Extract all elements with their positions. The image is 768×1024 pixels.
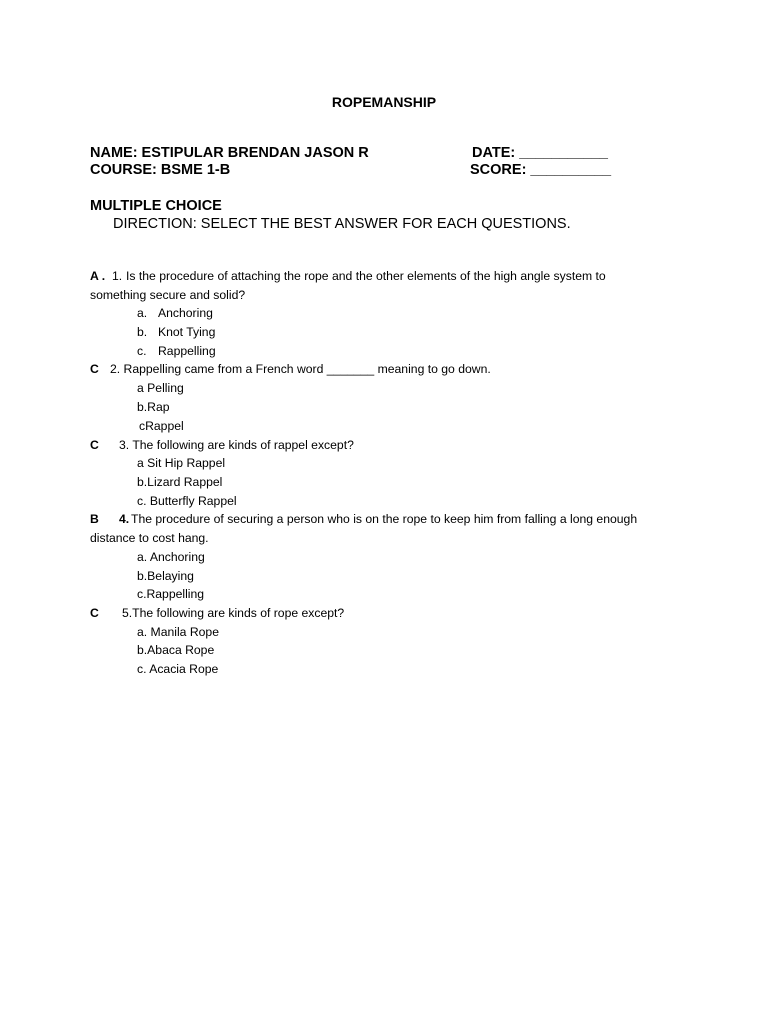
option-text: a. Manila Rope xyxy=(137,625,219,639)
question-text: 5.The following are kinds of rope except? xyxy=(122,606,345,620)
option-text: c. Butterfly Rappel xyxy=(137,494,237,508)
option-text: Anchoring xyxy=(158,306,213,320)
question-text-continued: something secure and solid? xyxy=(90,288,246,302)
option-text: a. Anchoring xyxy=(137,550,205,564)
page-title: ROPEMANSHIP xyxy=(331,94,437,110)
question-text: 3. The following are kinds of rappel except? xyxy=(119,438,354,452)
question-text: The procedure of securing a person who is on the rope to keep him from falling a long enough xyxy=(131,512,638,526)
question-number: 4. xyxy=(119,512,130,526)
date-field: DATE: ___________ xyxy=(472,145,608,161)
option-text: Knot Tying xyxy=(158,325,216,339)
option-text: b.Belaying xyxy=(137,569,194,583)
option-letter: c. xyxy=(137,344,147,358)
option-text: b.Abaca Rope xyxy=(137,643,215,657)
answer-mark: A . xyxy=(90,269,106,283)
option-text: b.Rap xyxy=(137,400,170,414)
option-text: c.Rappelling xyxy=(137,587,205,601)
option-text: a Pelling xyxy=(137,381,184,395)
question-number: 1. xyxy=(112,269,123,283)
option-text: c. Acacia Rope xyxy=(137,662,219,676)
answer-mark: C xyxy=(90,438,99,452)
name-field: NAME: ESTIPULAR BRENDAN JASON R xyxy=(90,145,369,161)
course-field: COURSE: BSME 1-B xyxy=(90,162,231,178)
question-text-continued: distance to cost hang. xyxy=(90,531,209,545)
question-text: 2. Rappelling came from a French word _______ meaning to go down. xyxy=(110,362,491,376)
option-text: Rappelling xyxy=(158,344,216,358)
direction-text: DIRECTION: SELECT THE BEST ANSWER FOR EACH QUESTIONS. xyxy=(113,216,571,232)
answer-mark: C xyxy=(90,606,99,620)
option-letter: b. xyxy=(137,325,148,339)
answer-mark: C xyxy=(90,362,99,376)
option-letter: a. xyxy=(137,306,148,320)
score-field: SCORE: __________ xyxy=(470,162,612,178)
option-text: cRappel xyxy=(139,419,184,433)
option-text: a Sit Hip Rappel xyxy=(137,456,226,470)
section-title: MULTIPLE CHOICE xyxy=(90,198,222,214)
answer-mark: B xyxy=(90,512,99,526)
option-text: b.Lizard Rappel xyxy=(137,475,223,489)
question-text: Is the procedure of attaching the rope and the other elements of the high angle system to xyxy=(126,269,606,283)
